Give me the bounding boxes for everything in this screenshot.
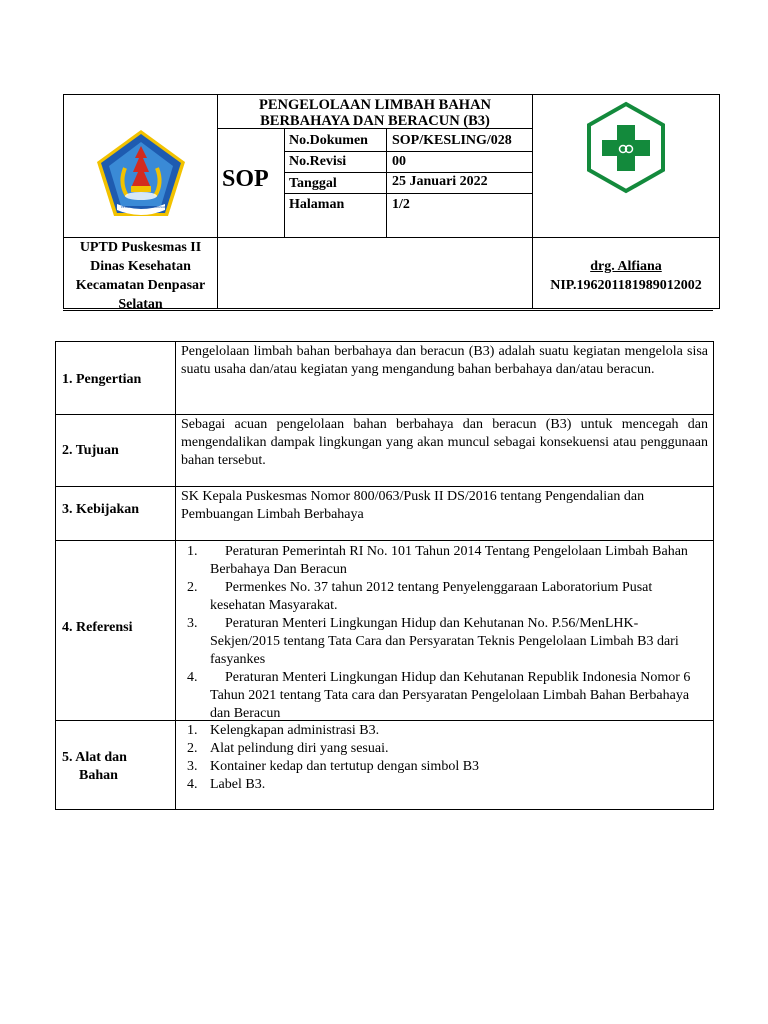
signatory-nip: NIP.196201181989012002 — [550, 278, 702, 293]
page-label: Halaman — [289, 197, 345, 212]
list-item: 1. Kelengkapan administrasi B3. — [187, 723, 380, 738]
pengertian-text: Pengelolaan limbah bahan berbahaya dan beracun (B3) adalah suatu kegiatan mengelola sisa suatu usaha dan/atau kegiatan yang mengandung bahan berbahaya dan/atau beracun. — [181, 344, 708, 377]
tujuan-text: Sebagai acuan pengelolaan bahan berbahaya dan beracun (B3) untuk mencegah dan mengendalikan dampak lingkungan yang akan muncul sebagai konsekuensi atau penggunaan bahan tersebut. — [181, 417, 708, 468]
tujuan-label: 2. Tujuan — [62, 443, 119, 458]
alat-label-line-2: Bahan — [79, 768, 118, 783]
org-line-2: Dinas Kesehatan — [90, 259, 191, 274]
referensi-list — [180, 543, 700, 723]
date-label: Tanggal — [289, 176, 337, 191]
document-title — [218, 97, 532, 129]
org-line-4: Selatan — [118, 297, 163, 312]
org-line-3: Kecamatan Denpasar — [75, 278, 206, 293]
city-emblem-logo: PEMERINTAH KOTA DENPASAR — [95, 128, 187, 220]
kebijakan-label: 3. Kebijakan — [62, 502, 140, 517]
page-value: 1/2 — [392, 197, 410, 212]
list-item: 1. Peraturan Pemerintah RI No. 101 Tahun 2014 Tentang Pengelolaan Limbah Bahan Berbahaya Dan Beracun — [187, 544, 688, 577]
revision-value: 00 — [392, 154, 406, 169]
puskesmas-logo — [586, 101, 666, 194]
list-item: 4. Label B3. — [187, 777, 266, 792]
title-line-1: PENGELOLAAN LIMBAH BAHAN — [258, 97, 492, 113]
kebijakan-text: SK Kepala Puskesmas Nomor 800/063/Pusk II DS/2016 tentang Pengendalian dan Pembuangan Limbah Berbahaya — [181, 489, 645, 522]
pengertian-label: 1. Pengertian — [62, 372, 142, 387]
doc-number-value: SOP/KESLING/028 — [392, 133, 512, 148]
signatory-name: drg. Alfiana — [590, 259, 662, 274]
date-value: 25 Januari 2022 — [392, 174, 488, 189]
referensi-label: 4. Referensi — [62, 620, 133, 635]
alat-label-line-1: 5. Alat dan — [62, 750, 127, 765]
revision-label: No.Revisi — [289, 154, 347, 169]
sop-label: SOP — [222, 166, 269, 192]
list-item: 3. Peraturan Menteri Lingkungan Hidup dan Kehutanan No. P.56/MenLHK-Sekjen/2015 tentang Tata Cara dan Persyaratan Teknis Pengelolaan Limbah B3 dari fasyankes — [187, 616, 679, 667]
list-item: 4. Peraturan Menteri Lingkungan Hidup dan Kehutanan Republik Indonesia Nomor 6 Tahun 2021 tentang Tata cara dan Persyaratan Pengelolaan Limbah Bahan Berbahaya dan Beracun — [187, 670, 691, 721]
org-line-1: UPTD Puskesmas II — [79, 240, 202, 255]
alat-bahan-list — [180, 722, 700, 794]
list-item: 2. Alat pelindung diri yang sesuai. — [187, 741, 389, 756]
signatory — [533, 257, 719, 295]
doc-number-label: No.Dokumen — [289, 133, 368, 148]
organization-name — [64, 238, 217, 314]
list-item: 2. Permenkes No. 37 tahun 2012 tentang Penyelenggaraan Laboratorium Pusat kesehatan Masyarakat. — [187, 580, 653, 613]
alat-bahan-label — [62, 749, 127, 785]
list-item: 3. Kontainer kedap dan tertutup dengan simbol B3 — [187, 759, 480, 774]
title-line-2: BERBAHAYA DAN BERACUN (B3) — [260, 113, 490, 129]
